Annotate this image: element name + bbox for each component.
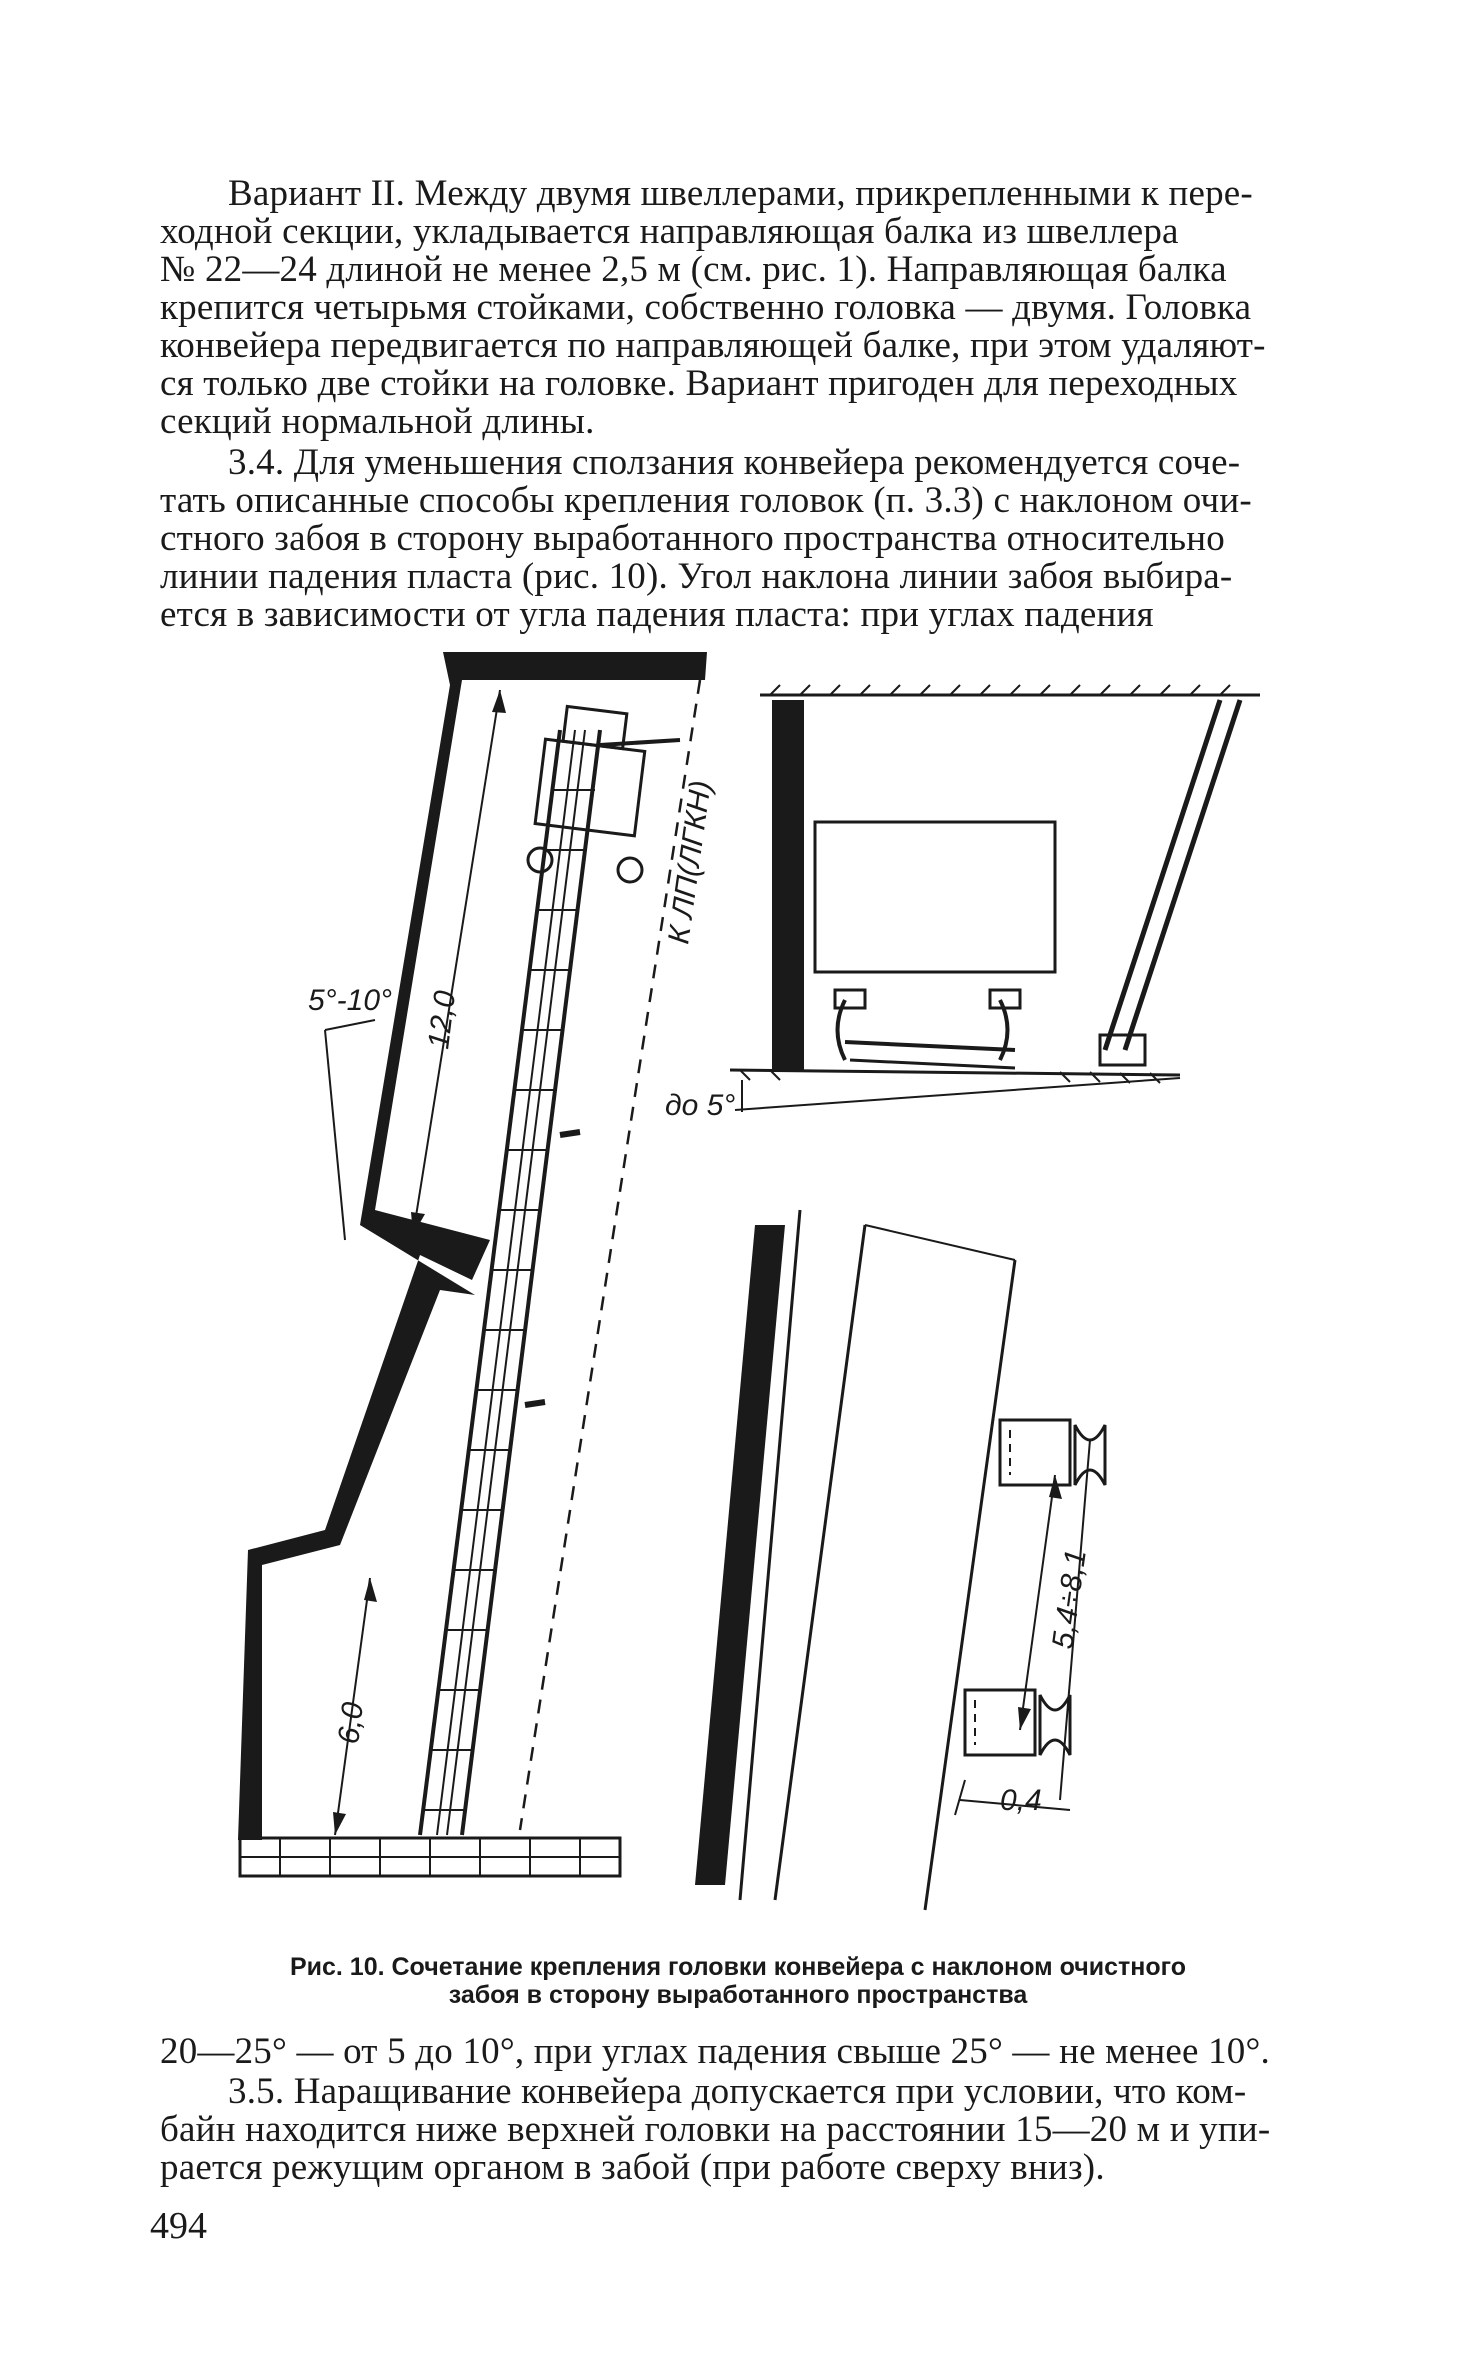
- figure-caption-line-1: Рис. 10. Сочетание крепления головки конвейера с наклоном очистного: [289, 1953, 1187, 1981]
- text-line: тать описанные способы крепления головок (п. 3.3) с наклоном очи-: [160, 480, 1252, 521]
- text-line: ся только две стойки на головке. Вариант пригоден для переходных: [160, 363, 1238, 404]
- text-line: стного забоя в сторону выработанного пространства относительно: [160, 518, 1225, 559]
- label-spacing: 5,4÷8,1: [1046, 1547, 1093, 1651]
- page-number: 494: [150, 2205, 207, 2247]
- text-line: 20—25° — от 5 до 10°, при углах падения свыше 25° — не менее 10°.: [160, 2031, 1270, 2072]
- text-line: 3.4. Для уменьшения сползания конвейера рекомендуется соче-: [228, 442, 1241, 483]
- label-length-top: 12,0: [422, 988, 463, 1051]
- text-line: конвейера передвигается по направляющей балке, при этом удаляют-: [160, 325, 1266, 366]
- text-line: линии падения пласта (рис. 10). Угол наклона линии забоя выбира-: [160, 556, 1233, 597]
- figure-caption-line-2: забоя в сторону выработанного пространства: [448, 1981, 1028, 2009]
- label-offset: 0,4: [1000, 1784, 1042, 1817]
- text-line: байн находится ниже верхней головки на расстоянии 15—20 м и упи-: [160, 2109, 1271, 2150]
- text-line: 3.5. Наращивание конвейера допускается при условии, что ком-: [228, 2071, 1247, 2112]
- label-length-bottom: 6,0: [332, 1700, 371, 1746]
- label-angle-face: 5°-10°: [308, 984, 393, 1017]
- text-line: секций нормальной длины.: [160, 401, 595, 442]
- face-wall: [238, 652, 707, 1840]
- label-slope: до 5°: [665, 1089, 736, 1122]
- label-direction: К ЛП(ЛГКН): [662, 778, 718, 946]
- text-line: ется в зависимости от угла падения пласта: при углах падения: [160, 594, 1154, 635]
- text-line: крепится четырьмя стойками, собственно головка — двумя. Головка: [160, 287, 1252, 328]
- text-line: Вариант II. Между двумя швеллерами, прикрепленными к пере-: [228, 173, 1253, 214]
- text-line: № 22—24 длиной не менее 2,5 м (см. рис. 1). Направляющая балка: [160, 249, 1227, 290]
- text-line: ходной секции, укладывается направляющая балка из швеллера: [160, 211, 1179, 252]
- text-line: рается режущим органом в забой (при работе сверху вниз).: [160, 2147, 1105, 2188]
